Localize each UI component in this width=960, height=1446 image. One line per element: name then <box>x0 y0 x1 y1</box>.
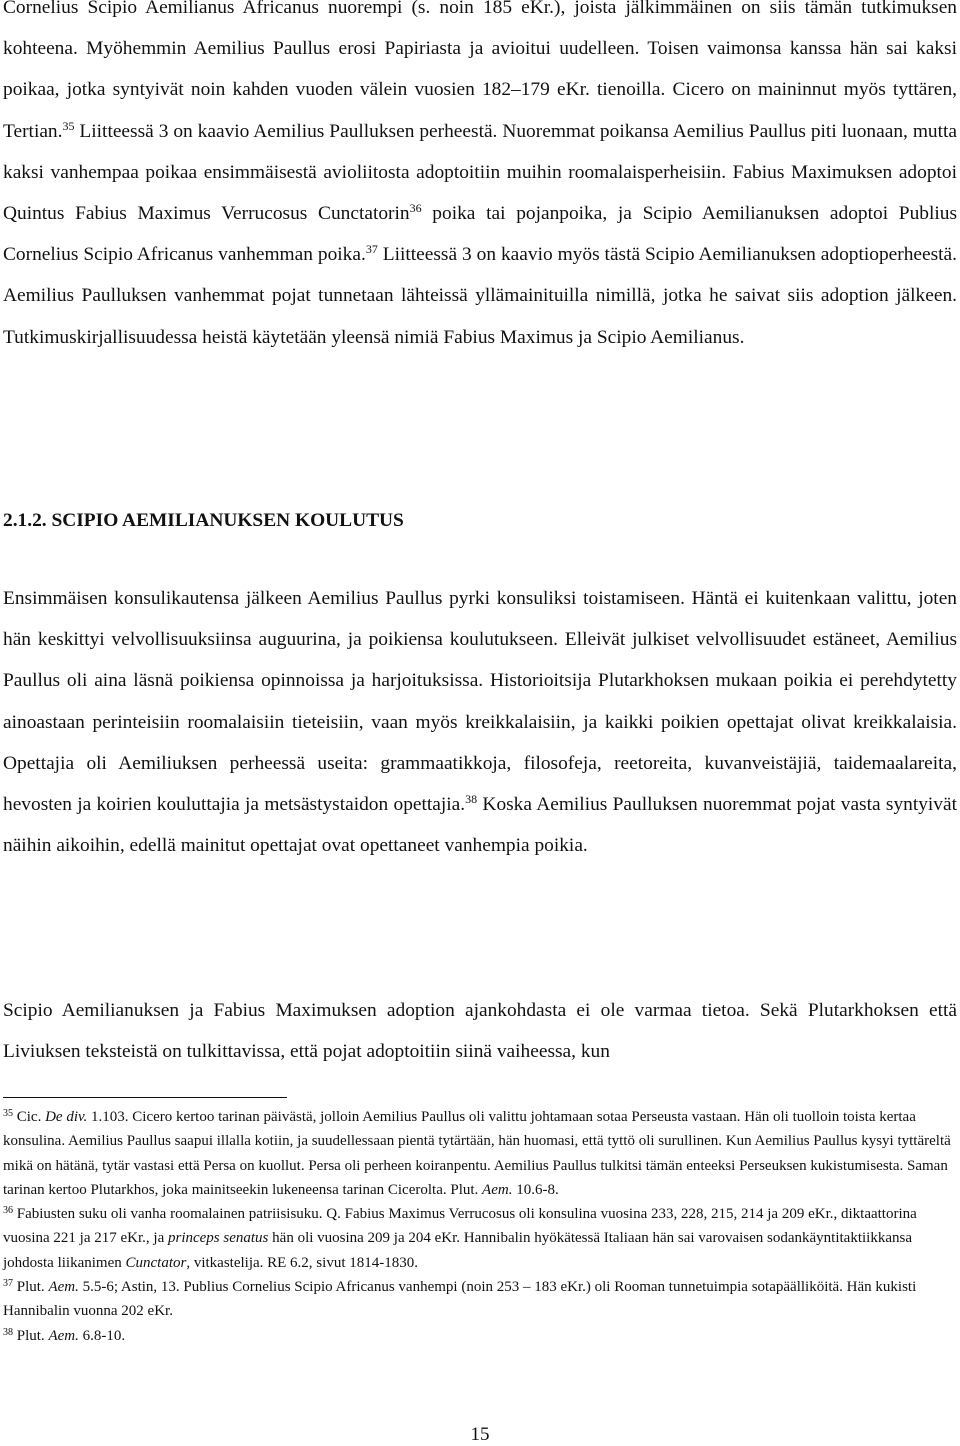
text-run: 1.103. Cicero kertoo tarinan päivästä, jolloin Aemilius Paullus oli valittu johtamaan sotaa Perseusta vastaan. Hän oli tuolloin toista kertaa konsulina. Aemilius Paullus saapui illalla kotiin, ja suudellessaan pientä tytärtään, hän huomasi, että tyttö oli surullinen. Kun Aemilius Paullus kysyi tyttäreltä mikä on hätänä, tytär vastasi että Persa on kuollut. Persa oli perheen koiranpentu. Aemilius Paullus tulkitsi tämän enteeksi Perseuksen kukistumisesta. Saman tarinan kertoo Plutarkhos, joka mainitseekin lukeneensa tarinan Cicerolta. Plut. <box>3 1109 951 1198</box>
italic-citation: Aem. <box>482 1181 513 1198</box>
footnote-number: 37 <box>3 1278 13 1290</box>
footnote-separator <box>3 1097 287 1098</box>
text-run: Liitteessä 3 on kaavio myös tästä Scipio Aemilianuksen adoptioperheestä. Aemilius Paulluksen vanhemmat pojat tunnetaan lähteissä yllämainituilla nimillä, jotka he saivat siis adoption jälkeen. Tutkimuskirjallisuudessa heistä käytetään yleensä nimiä Fabius Maximus ja Scipio Aemilianus. <box>3 244 958 348</box>
page-number: 15 <box>470 1424 490 1445</box>
text-run: Koska Aemilius Paulluksen nuoremmat pojat vasta syntyivät näihin aikoihin, edellä mainitut opettajat ovat opettaneet vanhempia poikia. <box>3 794 957 857</box>
body-paragraph-2 <box>3 578 957 866</box>
italic-citation: Aem. <box>48 1327 79 1344</box>
text-run: Fabiusten suku oli vanha roomalainen patriisisuku. Q. Fabius Maximus Verrucosus oli konsulina vuosina 233, 228, 215, 214 ja 209 eKr., diktaattorina vuosina 221 ja 217 eKr., ja <box>3 1206 917 1247</box>
footnote-38 <box>3 1324 957 1348</box>
italic-citation: Aem. <box>48 1279 79 1296</box>
footnote-number: 35 <box>3 1108 13 1119</box>
body-paragraph-1 <box>3 0 957 358</box>
footnote-35 <box>3 1105 957 1202</box>
italic-citation: De div. <box>45 1109 88 1125</box>
footnote-number: 38 <box>3 1326 13 1338</box>
text-run: Liitteessä 3 on kaavio Aemilius Paulluksen perheestä. Nuoremmat poikansa Aemilius Paullus piti luonaan, mutta kaksi vanhempaa poikaa ensimmäisestä avioliitosta adoptoitiin muihin roomalaisperheisiin. Fabius Maximuksen adoptoi Quintus Fabius Maximus Verrucosus Cunctatorin <box>3 120 957 225</box>
footnote-ref-35[interactable]: 35 <box>62 118 75 133</box>
text-run: hän oli vuosina 209 ja 204 eKr. Hannibalin hyökätessä Italiaan hän sai varovaisen sodankäyntitaktiikkansa johdosta liikanimen <box>3 1230 912 1271</box>
text-run: Cornelius Scipio Aemilianus Africanus nuorempi (s. noin 185 eKr.), joista jälkimmäinen on siis tämän tutkimuksen kohteena. Myöhemmin Aemilius Paullus erosi Papiriasta ja avioitui uudelleen. Toisen vaimonsa kanssa hän sai kaksi poikaa, jotka syntyivät noin kahden vuoden välein vuosien 182–179 eKr. tienoilla. Cicero on maininnut myös tyttären, Tertian. <box>3 0 957 142</box>
footnote-36 <box>3 1202 957 1275</box>
text-run: 5.5-6; Astin, 13. Publius Cornelius Scipio Africanus vanhempi (noin 253 – 183 eKr.) oli Rooman tunnetuimpia sotapäälliköitä. Hän kukisti Hannibalin vuonna 202 eKr. <box>3 1279 917 1320</box>
footnotes <box>3 1105 957 1348</box>
body-paragraph-3: Scipio Aemilianuksen ja Fabius Maximuksen adoption ajankohdasta ei ole varmaa tietoa. Sekä Plutarkhoksen että Liviuksen teksteistä on tulkittavissa, että pojat adoptoitiin siinä vaiheessa, kun <box>3 1000 957 1063</box>
footnote-ref-37[interactable]: 37 <box>365 242 378 257</box>
text-run: Plut. <box>13 1327 49 1344</box>
footnote-ref-38[interactable]: 38 <box>465 792 478 807</box>
text-run: Ensimmäisen konsulikautensa jälkeen Aemilius Paullus pyrki konsuliksi toistamiseen. Häntä ei kuitenkaan valittu, joten hän keskittyi velvollisuuksiinsa auguurina, ja poikiensa koulutukseen. Elleivät julkiset velvollisuudet estäneet, Aemilius Paullus oli aina läsnä poikiensa opinnoissa ja harjoituksissa. Historioitsija Plutarkhoksen mukaan poikia ei perehdytetty ainoastaan perinteisiin roomalaisiin tieteisiin, vaan myös kreikkalaisiin, ja kaikki poikien opettajat olivat kreikkalaisia. Opettajia oli Aemiliuksen perheessä useita: grammaatikkoja, filosofeja, reetoreita, kuvanveistäjiä, taidemaalareita, hevosten ja koirien kouluttajia ja metsästystaidon opettajia. <box>3 588 957 816</box>
text-run: 6.8-10. <box>78 1327 126 1344</box>
italic-term: Cunctator <box>125 1254 187 1271</box>
text-run: Cic. <box>13 1109 46 1125</box>
footnote-37 <box>3 1275 957 1324</box>
text-run: poika tai pojanpoika, ja Scipio Aemilianuksen adoptoi Publius Cornelius Scipio Africanus vanhemman poika. <box>3 203 957 266</box>
text-run: 10.6-8. <box>512 1181 559 1198</box>
footnote-number: 36 <box>3 1205 13 1217</box>
footnote-ref-36[interactable]: 36 <box>409 201 422 216</box>
italic-term: princeps senatus <box>167 1230 269 1247</box>
text-run: Plut. <box>13 1279 49 1296</box>
section-heading: 2.1.2. SCIPIO AEMILIANUKSEN KOULUTUS <box>3 510 404 531</box>
text-run: , vitkastelija. RE 6.2, sivut 1814-1830. <box>186 1254 418 1271</box>
